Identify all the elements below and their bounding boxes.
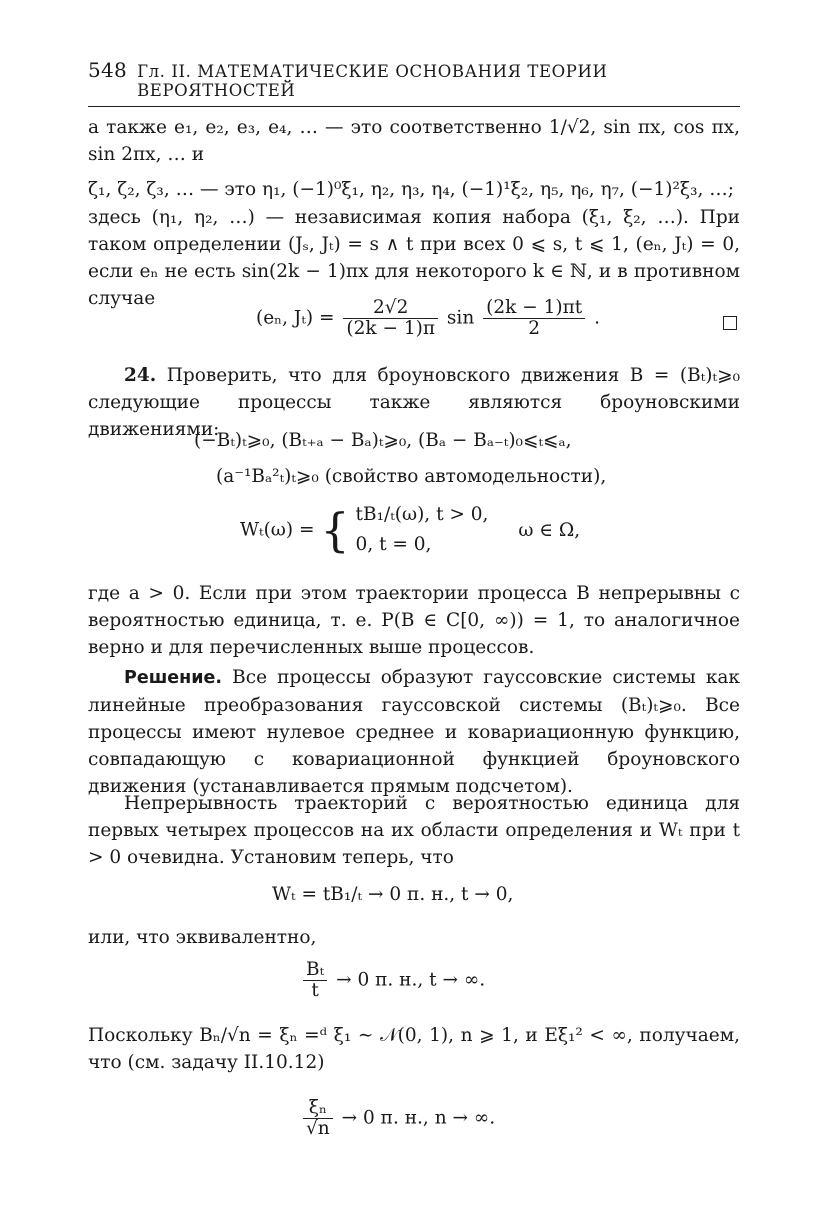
eq6-rest: → 0 п. н., n → ∞. <box>341 1107 496 1129</box>
eq3-case-2: 0, t = 0, <box>355 534 432 555</box>
eq6-denominator: √n <box>306 1118 330 1139</box>
left-brace-icon: { <box>320 503 350 557</box>
paragraph-4: где a > 0. Если при этом траектории процесса B непрерывны с вероятностью единица, т. е. P(B ∈ C[0, ∞)) = 1, то аналогичное верно и для перечисленных выше процессов. <box>88 583 740 658</box>
solution-label: Решение. <box>124 668 223 688</box>
problem-number: 24. <box>124 365 157 386</box>
eq1-numerator: 2√2 <box>343 298 438 319</box>
solution-text: Все процессы образуют гауссовские системы как линейные преобразования гауссовской системы (Bₜ)ₜ⩾₀. Все процессы имеют нулевое среднее и ковариационную функцию, совпадающую с ковариационной функцией броуновского движения (устанавливается прямым подсчетом). <box>88 667 740 797</box>
equation-6 <box>300 1098 495 1139</box>
paragraph-6: Непрерывность траекторий с вероятностью единица для первых четырех процессов на их области определения и Wₜ при t > 0 очевидна. Установим теперь, что <box>88 793 740 868</box>
equation-5 <box>300 960 485 1001</box>
paragraph-8: Поскольку Bₙ/√n = ξₙ =ᵈ ξ₁ ∼ 𝒩(0, 1), n ⩾ 1, и Eξ₁² < ∞, получаем, что (см. задачу II.10.12) <box>88 1025 740 1073</box>
eq1-fraction <box>343 298 438 339</box>
eq5-numerator: Bₜ <box>303 960 327 981</box>
paragraph-7: или, что эквивалентно, <box>88 927 317 948</box>
eq1-sin: sin <box>446 307 475 329</box>
eq3-cases <box>356 500 489 560</box>
page <box>88 58 740 107</box>
paragraph-1: а также e₁, e₂, e₃, e₄, … — это соответственно 1/√2, sin πx, cos πx, sin 2πx, … и <box>88 117 740 165</box>
equation-4: Wₜ = tB₁/ₜ → 0 п. н., t → 0, <box>272 884 514 905</box>
eq1-denominator: (2k − 1)π <box>346 318 436 339</box>
eq1-fraction-2 <box>483 298 585 339</box>
equation-3 <box>240 500 580 560</box>
eq5-denominator: t <box>311 980 319 1001</box>
equation-2-line-2: (a⁻¹Bₐ²ₜ)ₜ⩾₀ (свойство автомодельности), <box>216 466 607 487</box>
eq5-rest: → 0 п. н., t → ∞. <box>336 969 486 991</box>
eq3-case-1: tB₁/ₜ(ω), t > 0, <box>355 504 489 525</box>
paragraph-2: ζ₁, ζ₂, ζ₃, … — это η₁, (−1)⁰ξ₁, η₂, η₃, η₄, (−1)¹ξ₂, η₅, η₆, η₇, (−1)²ξ₃, …; <box>88 179 735 200</box>
eq6-numerator: ξₙ <box>303 1098 333 1119</box>
eq3-right: ω ∈ Ω, <box>518 519 581 541</box>
eq6-fraction <box>303 1098 333 1139</box>
solution-paragraph <box>88 664 740 800</box>
problem-text: Проверить, что для броуновского движения B = (Bₜ)ₜ⩾₀ следующие процессы также являются броуновскими движениями: <box>88 365 740 440</box>
page-number: 548 <box>88 58 128 82</box>
eq3-left: Wₜ(ω) = <box>240 519 315 541</box>
equation-1 <box>256 298 600 339</box>
eq1-denominator-2: 2 <box>528 318 541 339</box>
running-title: Гл. II. МАТЕМАТИЧЕСКИЕ ОСНОВАНИЯ ТЕОРИИ ВЕРОЯТНОСТЕЙ <box>137 62 608 100</box>
paragraph-3: здесь (η₁, η₂, …) — независимая копия набора (ξ₁, ξ₂, …). При таком определении (Jₛ, Jₜ) = s ∧ t при всех 0 ⩽ s, t ⩽ 1, (eₙ, Jₜ) = 0, если eₙ не есть sin(2k − 1)πx для некоторого k ∈ ℕ, и в противном случае <box>88 207 740 309</box>
eq5-fraction <box>303 960 327 1001</box>
qed-square-icon <box>723 316 737 330</box>
equation-2-line-1: (−Bₜ)ₜ⩾₀, (Bₜ₊ₐ − Bₐ)ₜ⩾₀, (Bₐ − Bₐ₋ₜ)₀⩽ₜ⩽ₐ, <box>194 430 572 451</box>
eq1-left: (eₙ, Jₜ) = <box>256 307 335 329</box>
page-header <box>88 58 740 107</box>
eq1-end: . <box>594 307 600 329</box>
eq1-numerator-2: (2k − 1)πt <box>483 298 585 319</box>
